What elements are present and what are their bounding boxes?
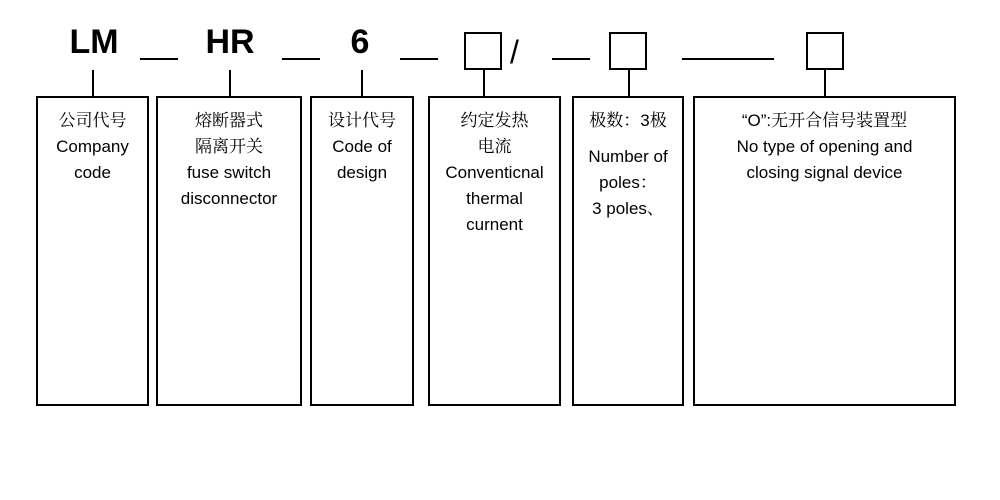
model-code-row (0, 14, 1000, 70)
field-line: Number of (588, 147, 668, 166)
code-dash-4 (552, 58, 590, 60)
code-token-lm: LM (69, 23, 119, 61)
code-dash-2 (282, 58, 320, 60)
field-line: 电流 (477, 137, 512, 156)
leader-line-conventional-thermal-current (483, 70, 485, 96)
code-dash-5 (682, 58, 774, 60)
field-line: 约定发热 (460, 111, 529, 130)
code-slash: / (510, 34, 519, 70)
code-token-6: 6 (350, 23, 370, 61)
field-line: 3 poles、 (592, 199, 664, 218)
leader-line-code-of-design (361, 70, 363, 96)
field-box-fuse-switch-disconnector (156, 96, 302, 406)
field-box-code-of-design (310, 96, 414, 406)
field-line: poles： (599, 173, 657, 192)
leader-line-signal-device-type (824, 70, 826, 96)
field-line-gap (580, 134, 676, 144)
leader-line-fuse-switch-disconnector (229, 70, 231, 96)
field-line: 公司代号 (58, 111, 127, 130)
field-line: thermal (466, 189, 523, 208)
field-line: 隔离开关 (195, 137, 263, 156)
field-line: fuse switch (186, 163, 272, 182)
leader-line-company-code (92, 70, 94, 96)
code-dash-3 (400, 58, 438, 60)
field-line: disconnector (180, 189, 278, 208)
leader-line-number-of-poles (628, 70, 630, 96)
field-line: Company (56, 137, 129, 156)
field-line: 熔断器式 (195, 111, 263, 130)
code-token-hr: HR (205, 23, 255, 61)
field-line: curnent (466, 215, 523, 234)
code-placeholder-box-3 (806, 32, 844, 70)
field-line: 设计代号 (328, 111, 396, 130)
field-box-signal-device-type (693, 96, 956, 406)
code-placeholder-box-1 (464, 32, 502, 70)
code-placeholder-box-2 (609, 32, 647, 70)
field-line: No type of opening and (736, 137, 913, 156)
field-line: “O”:无开合信号装置型 (741, 111, 908, 130)
code-dash-1 (140, 58, 178, 60)
field-box-conventional-thermal-current (428, 96, 561, 406)
field-line: closing signal device (746, 163, 903, 182)
field-line: Conventicnal (445, 163, 544, 182)
field-box-number-of-poles (572, 96, 684, 406)
field-line: design (336, 163, 388, 182)
field-line: Code of (332, 137, 392, 156)
field-box-company-code (36, 96, 149, 406)
field-line: code (74, 163, 111, 182)
field-line: 极数：3极 (589, 111, 667, 130)
